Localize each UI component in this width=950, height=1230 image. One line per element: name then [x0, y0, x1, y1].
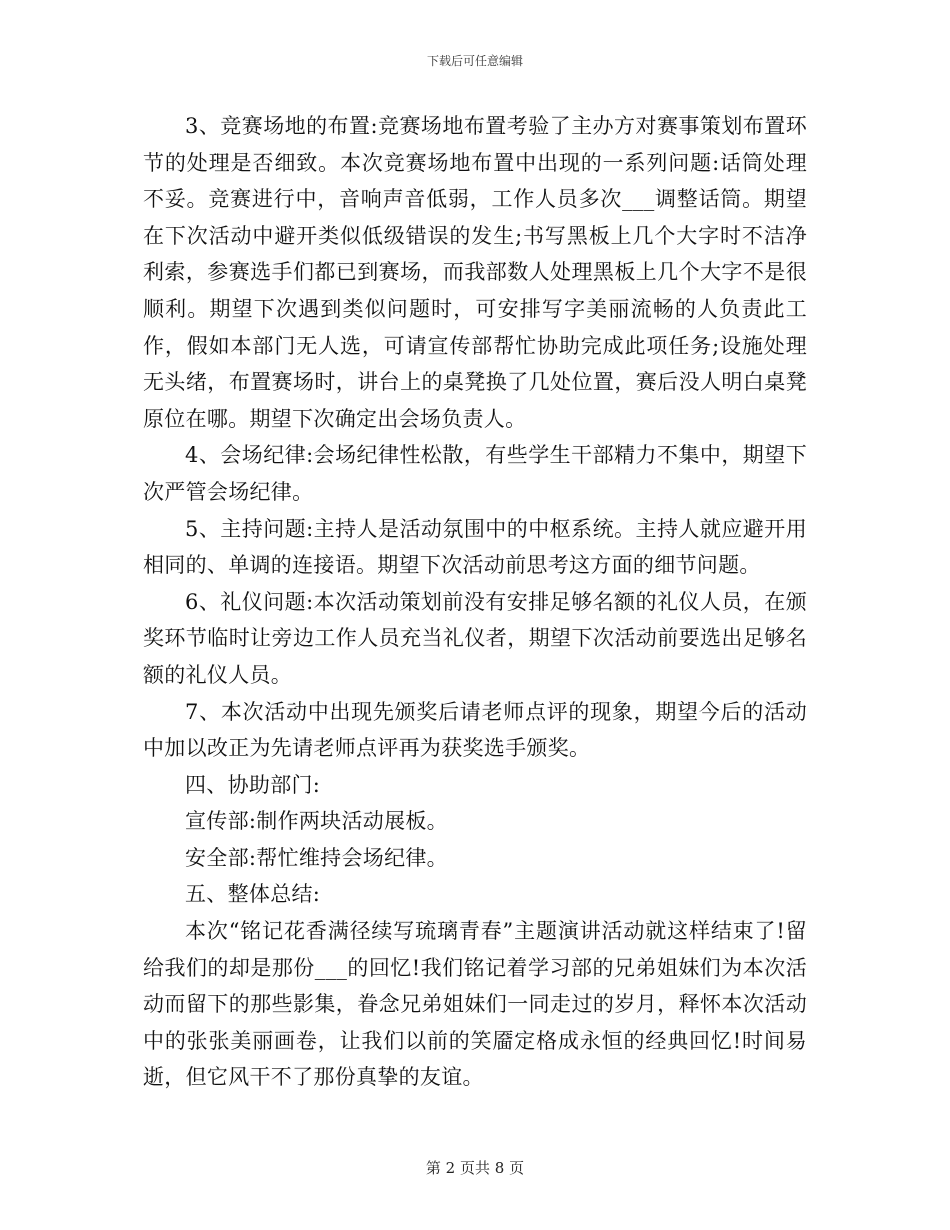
paragraph-venue-discipline: 4、会场纪律:会场纪律性松散，有些学生干部精力不集中，期望下次严管会场纪律。 [143, 443, 807, 504]
paragraph-security-dept: 安全部:帮忙维持会场纪律。 [185, 845, 448, 870]
page-number: 第 2 页共 8 页 [425, 1159, 525, 1177]
paragraph-summary: 本次“铭记花香满径续写琉璃青春”主题演讲活动就这样结束了!留给我们的却是那份___的回忆!我们铭记着学习部的兄弟姐妹们为本次活动而留下的那些影集，眷念兄弟姐妹们一同走过的岁月，释怀本次活动中的张张美丽画卷，让我们以前的笑靥定格成永恒的经典回忆!时间易逝，但它风干不了那份真挚的友谊。 [143, 919, 807, 1090]
section-heading-assisting-departments: 四、协助部门: [185, 772, 321, 797]
paragraph-venue-layout: 3、竞赛场地的布置:竞赛场地布置考验了主办方对赛事策划布置环节的处理是否细致。本次竞赛场地布置中出现的一系列问题:话筒处理不妥。竞赛进行中，音响声音低弱，工作人员多次___调整话筒。期望在下次活动中避开类似低级错误的发生;书写黑板上几个大字时不洁净利索，参赛选手们都已到赛场，而我部数人处理黑板上几个大字不是很顺利。期望下次遇到类似问题时，可安排写字美丽流畅的人负责此工作，假如本部门无人选，可请宣传部帮忙协助完成此项任务;设施处理无头绪，布置赛场时，讲台上的桌凳换了几处位置，赛后没人明白桌凳原位在哪。期望下次确定出会场负责人。 [143, 114, 807, 431]
paragraph-publicity-dept: 宣传部:制作两块活动展板。 [185, 809, 448, 834]
paragraph-award-order: 7、本次活动中出现先颁奖后请老师点评的现象，期望今后的活动中加以改正为先请老师点评再为获奖选手颁奖。 [143, 699, 807, 761]
section-heading-overall-summary: 五、整体总结: [185, 882, 321, 907]
paragraph-host-issues: 5、主持问题:主持人是活动氛围中的中枢系统。主持人就应避开用相同的、单调的连接语。期望下次活动前思考这方面的细节问题。 [143, 516, 807, 578]
paragraph-etiquette-issues: 6、礼仪问题:本次活动策划前没有安排足够名额的礼仪人员，在颁奖环节临时让旁边工作人员充当礼仪者，期望下次活动前要选出足够名额的礼仪人员。 [143, 589, 807, 687]
page-header: 下载后可任意编辑 [426, 54, 523, 68]
document-body [143, 108, 807, 1096]
